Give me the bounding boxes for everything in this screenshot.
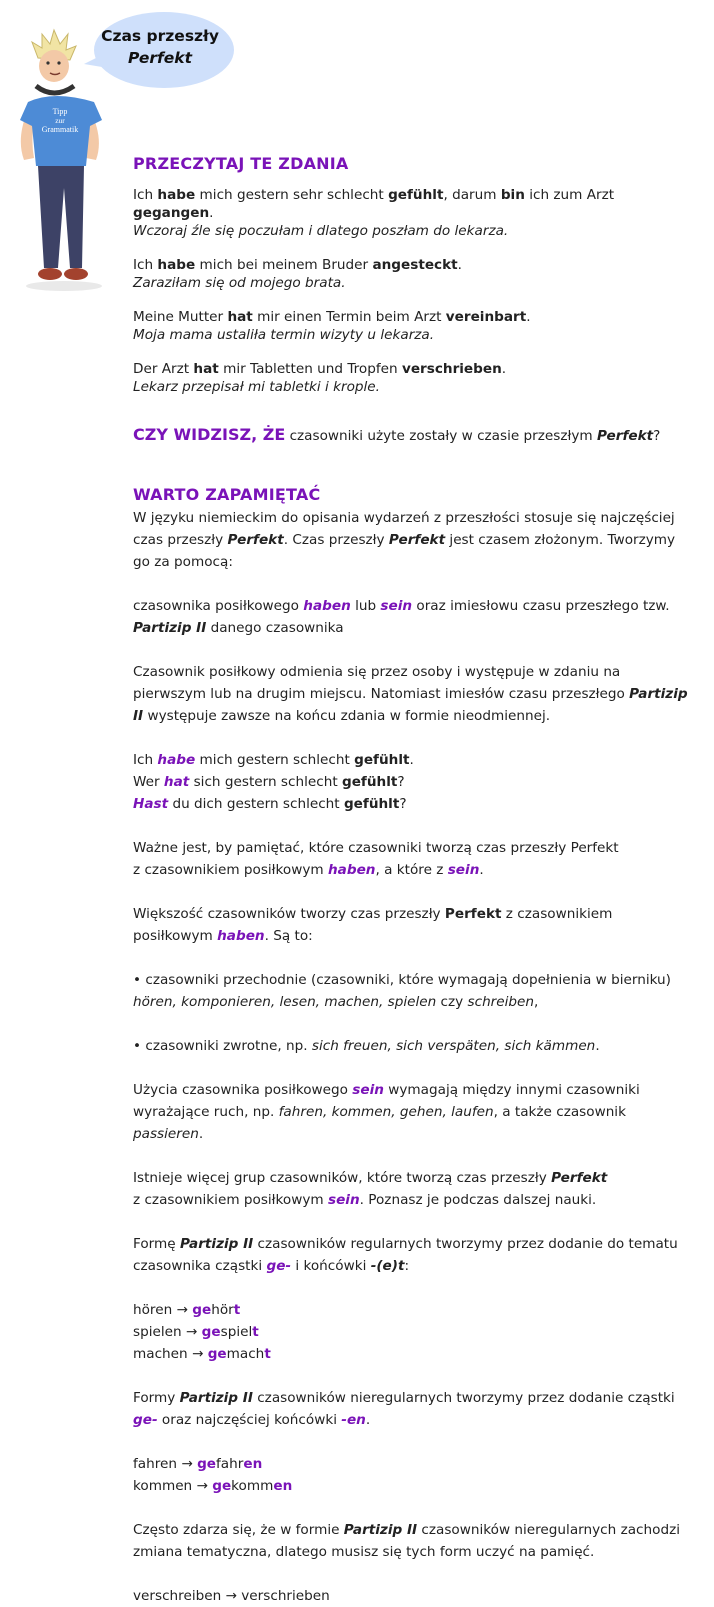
text: Wer (133, 774, 164, 790)
question-lead: CZY WIDZISZ, ŻE (133, 425, 286, 444)
text: ? (399, 796, 407, 812)
arrow: → (177, 1456, 198, 1472)
text: mich bei meinem Bruder (195, 257, 373, 273)
text: Istnieje więcej grup czasowników, które tworzą czas przeszły (133, 1170, 552, 1186)
text: oraz imiesłowu czasu przeszłego tzw. (412, 598, 670, 614)
irregular-example-1 (133, 1453, 693, 1475)
verb: habe (157, 187, 196, 203)
text: , a także czasownik (493, 1104, 626, 1120)
prefix: ge (212, 1478, 232, 1494)
verb: schreiben (467, 994, 535, 1010)
text: ? (397, 774, 405, 790)
shirt-text-1: Tipp (52, 107, 68, 116)
aux-haben: haben (217, 928, 265, 944)
term: Partizip II (179, 1390, 253, 1406)
infinitive: kommen (133, 1478, 193, 1494)
text: czasowników nieregularnych zachodzi zmiana tematyczna, dlatego musisz się tych form uczyć na pamięć. (133, 1522, 680, 1560)
text: z czasownikiem posiłkowym (133, 862, 328, 878)
text: . Są to: (264, 928, 313, 944)
text: Użycia czasownika posiłkowego (133, 1082, 353, 1098)
text: sich gestern schlecht (189, 774, 342, 790)
bullet-reflexive (133, 1035, 693, 1057)
verb: gefühlt (388, 187, 444, 203)
text: Większość czasowników tworzy czas przeszły (133, 906, 445, 922)
text: Formę (133, 1236, 180, 1252)
majority-paragraph (133, 903, 693, 947)
text: . Poznasz je podczas dalszej nauki. (359, 1192, 597, 1208)
verb: angesteckt (372, 257, 458, 273)
text: Często zdarza się, że w formie (133, 1522, 344, 1538)
text: z czasownikiem posiłkowym (133, 1192, 328, 1208)
aux-sein: sein (327, 1192, 360, 1208)
text: . (209, 205, 214, 221)
aux-sein: sein (380, 598, 413, 614)
participle: gefühlt (343, 796, 400, 812)
term: Perfekt (551, 1170, 608, 1186)
text: . (365, 1412, 371, 1428)
intro-paragraph (133, 507, 693, 573)
verb: vereinbart (445, 309, 527, 325)
text: Ich (133, 187, 158, 203)
term: Partizip II (133, 620, 207, 636)
bullet-transitive (133, 969, 693, 1013)
term: Perfekt (388, 532, 446, 548)
text: . (198, 1126, 204, 1142)
text: czasowników nieregularnych tworzymy przez dodanie cząstki (252, 1390, 675, 1406)
shirt-text-3: Grammatik (41, 125, 79, 134)
verb: habe (157, 257, 196, 273)
text: , a które z (375, 862, 448, 878)
text: mich gestern sehr schlecht (195, 187, 389, 203)
translation: Zaraziłam się od mojego brata. (133, 275, 346, 291)
text: i końcówki (291, 1258, 371, 1274)
text: ? (653, 428, 661, 444)
term: Partizip II (343, 1522, 418, 1538)
stem-change-paragraph (133, 1519, 693, 1563)
arrow: → (172, 1302, 193, 1318)
text: ich zum Arzt (524, 187, 615, 203)
arrow: → (221, 1588, 242, 1604)
infinitive: spielen (133, 1324, 182, 1340)
verb: hat (193, 361, 219, 377)
aux: hat (163, 774, 190, 790)
infinitive: machen (133, 1346, 188, 1362)
text: Ważne jest, by pamiętać, które czasowniki tworzą czas przeszły Perfekt (133, 840, 619, 856)
text: wymagają między innymi czasowniki wyrażające ruch, np. (133, 1082, 640, 1120)
verb-list: fahren, kommen, gehen, laufen (278, 1104, 494, 1120)
translation: Wczoraj źle się poczułam i dlatego poszłam do lekarza. (133, 223, 509, 239)
stem: komm (231, 1478, 274, 1494)
text: lub (350, 598, 381, 614)
text: , (534, 994, 539, 1010)
example-3 (133, 308, 693, 344)
conj-line-1 (133, 749, 693, 771)
ending: -(e)t (370, 1258, 405, 1274)
text: : (404, 1258, 410, 1274)
regular-example-1 (133, 1299, 693, 1321)
participle: verschrieben (241, 1588, 330, 1604)
text: czasowniki użyte zostały w czasie przeszłym (285, 428, 597, 444)
suffix: t (264, 1346, 271, 1362)
verb: verschrieben (401, 361, 502, 377)
verb-list: sich freuen, sich verspäten, sich kämmen (311, 1038, 596, 1054)
participle: gefühlt (341, 774, 398, 790)
sein-paragraph (133, 1079, 693, 1145)
lesson-content (133, 152, 693, 1607)
aux-haben: haben (327, 862, 376, 878)
arrow: → (192, 1478, 213, 1494)
text: . (457, 257, 462, 273)
last-example (133, 1585, 693, 1607)
text: . (595, 1038, 600, 1054)
arrow: → (181, 1324, 202, 1340)
example-2 (133, 256, 693, 292)
text: . (526, 309, 531, 325)
infinitive: hören (133, 1302, 173, 1318)
text: czasowników regularnych tworzymy przez dodanie do tematu czasownika cząstki (133, 1236, 678, 1274)
prefix: ge (192, 1302, 212, 1318)
verb: gegangen (133, 205, 210, 221)
text: oraz najczęściej końcówki (157, 1412, 342, 1428)
verb: hat (227, 309, 253, 325)
text: . (409, 752, 414, 768)
conj-line-3 (133, 793, 693, 815)
text: z czasownikiem posiłkowym (133, 906, 613, 944)
verb: passieren (133, 1126, 199, 1142)
term: Perfekt (596, 428, 654, 444)
more-groups-paragraph (133, 1167, 693, 1211)
aux-paragraph (133, 595, 693, 639)
text: . (501, 361, 507, 377)
position-paragraph (133, 661, 693, 727)
translation: Moja mama ustaliła termin wizyty u lekarza. (133, 327, 435, 343)
text: , darum (443, 187, 501, 203)
prefix-ge: ge- (133, 1412, 158, 1428)
infinitive: fahren (133, 1456, 178, 1472)
section-heading-read: PRZECZYTAJ TE ZDANIA (133, 154, 349, 173)
text: du dich gestern schlecht (168, 796, 344, 812)
text: Der Arzt (133, 361, 194, 377)
text: . Czas przeszły (283, 532, 389, 548)
bubble-line-1: Czas przeszły (101, 27, 219, 45)
regular-example-3 (133, 1343, 693, 1365)
shirt-text-2: zur (55, 116, 65, 125)
bubble-line-2: Perfekt (127, 49, 193, 67)
text: • czasowniki zwrotne, np. (133, 1038, 312, 1054)
conj-line-2 (133, 771, 693, 793)
stem: spiel (220, 1324, 253, 1340)
question-line (133, 424, 693, 447)
stem: mach (226, 1346, 265, 1362)
stem: hör (211, 1302, 234, 1318)
aux-sein: sein (352, 1082, 384, 1098)
aux: Hast (133, 796, 169, 812)
term: Partizip II (133, 686, 688, 724)
text: Formy (133, 1390, 180, 1406)
speech-bubble-text (84, 25, 236, 69)
suffix: t (233, 1302, 241, 1318)
text: danego czasownika (206, 620, 344, 636)
term: Partizip II (179, 1236, 254, 1252)
stem: fahr (216, 1456, 244, 1472)
suffix: en (243, 1456, 263, 1472)
section-heading-remember: WARTO ZAPAMIĘTAĆ (133, 485, 321, 504)
text: mich gestern schlecht (195, 752, 355, 768)
participle: gefühlt (354, 752, 410, 768)
text: Ich (133, 752, 158, 768)
aux-haben: haben (303, 598, 351, 614)
text: Ich (133, 257, 158, 273)
example-1 (133, 186, 693, 240)
text: Czasownik posiłkowy odmienia się przez osoby i występuje w zdaniu na pierwszym lub na drugim miejscu. Natomiast imiesłów czasu przeszłego (133, 664, 630, 702)
regular-example-2 (133, 1321, 693, 1343)
text: czasownika posiłkowego (133, 598, 304, 614)
prefix-ge: ge- (266, 1258, 292, 1274)
prefix: ge (207, 1346, 227, 1362)
irregular-paragraph (133, 1387, 693, 1431)
text: mir Tabletten und Tropfen (218, 361, 402, 377)
text: . (479, 862, 484, 878)
translation: Lekarz przepisał mi tabletki i krople. (133, 379, 380, 395)
verb-list: hören, komponieren, lesen, machen, spielen (133, 994, 437, 1010)
arrow: → (187, 1346, 208, 1362)
example-4 (133, 360, 693, 396)
text: jest czasem złożonym. Tworzymy go za pomocą: (133, 532, 676, 570)
text: Meine Mutter (133, 309, 228, 325)
ending: -en (341, 1412, 366, 1428)
term: Perfekt (227, 532, 284, 548)
text: występuje zawsze na końcu zdania w formie nieodmiennej. (143, 708, 551, 724)
aux-sein: sein (447, 862, 480, 878)
irregular-example-2 (133, 1475, 693, 1497)
text: czy (436, 994, 468, 1010)
aux: habe (157, 752, 196, 768)
text: • czasowniki przechodnie (czasowniki, które wymagają dopełnienia w bierniku) (133, 972, 671, 988)
verb: bin (500, 187, 525, 203)
text: mir einen Termin beim Arzt (252, 309, 446, 325)
term: Perfekt (444, 906, 502, 922)
suffix: t (252, 1324, 259, 1340)
prefix: ge (197, 1456, 217, 1472)
important-paragraph (133, 837, 693, 881)
text: W języku niemieckim do opisania wydarzeń z przeszłości stosuje się najczęściej czas przeszły (133, 510, 675, 548)
regular-paragraph (133, 1233, 693, 1277)
infinitive: verschreiben (133, 1588, 222, 1604)
prefix: ge (201, 1324, 221, 1340)
suffix: en (273, 1478, 293, 1494)
